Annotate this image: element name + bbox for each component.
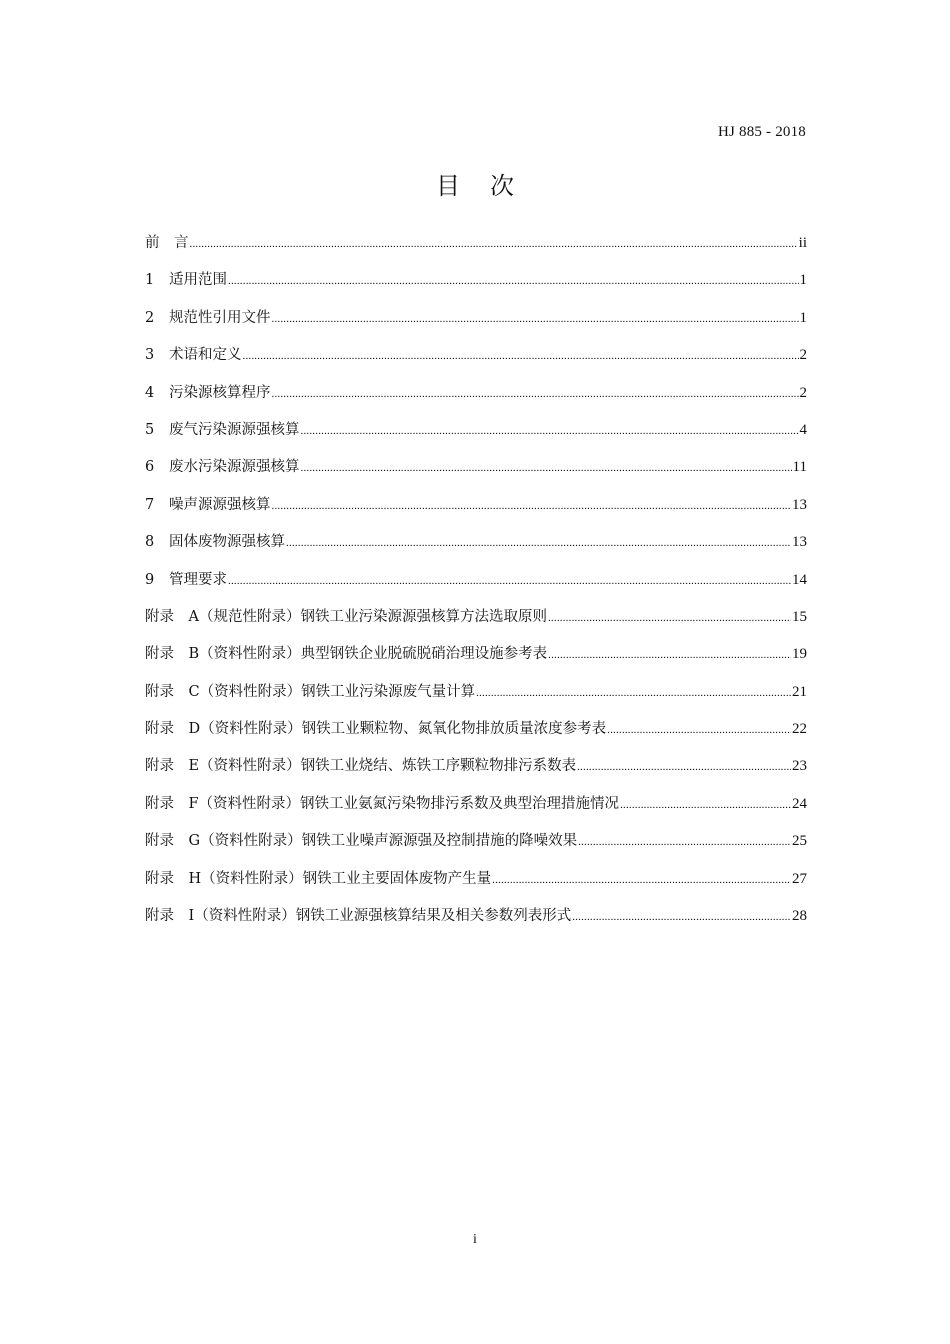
- toc-entry-8[interactable]: [145, 530, 807, 567]
- table-of-contents: [145, 231, 807, 941]
- toc-entry-page: 28: [792, 908, 807, 925]
- toc-entry-page: 2: [799, 347, 807, 364]
- toc-entry-title: 附录 I（资料性附录）钢铁工业源强核算结果及相关参数列表形式: [145, 908, 572, 925]
- toc-entry-title: 附录 F（资料性附录）钢铁工业氨氮污染物排污系数及典型治理措施情况: [145, 795, 620, 812]
- dot-leader: [476, 681, 791, 705]
- dot-leader: [286, 531, 791, 555]
- toc-entry-appendix-i[interactable]: [145, 904, 807, 941]
- toc-entry-page: 2: [799, 384, 807, 401]
- toc-entry-number: 4: [145, 384, 155, 401]
- document-code: HJ 885 - 2018: [717, 124, 806, 140]
- dot-leader: [572, 905, 791, 929]
- dot-leader: [578, 830, 791, 854]
- page-title: 目次: [436, 172, 544, 200]
- toc-entry-title: 附录 E（资料性附录）钢铁工业烧结、炼铁工序颗粒物排污系数表: [145, 758, 577, 775]
- toc-entry-title: 噪声源源强核算: [169, 496, 271, 513]
- toc-entry-title: 规范性引用文件: [169, 309, 271, 326]
- toc-entry-page: 1: [799, 272, 807, 289]
- toc-entry-9[interactable]: [145, 568, 807, 605]
- toc-entry-page: 1: [799, 309, 807, 326]
- dot-leader: [548, 643, 791, 667]
- toc-entry-appendix-b[interactable]: [145, 642, 807, 679]
- toc-entry-title: 适用范围: [169, 272, 227, 289]
- dot-leader: [243, 344, 799, 368]
- toc-entry-title: 污染源核算程序: [169, 384, 271, 401]
- dot-leader: [607, 718, 791, 742]
- toc-entry-title: 附录 A（规范性附录）钢铁工业污染源源强核算方法选取原则: [145, 608, 547, 625]
- toc-entry-4[interactable]: [145, 381, 807, 418]
- toc-entry-appendix-a[interactable]: [145, 605, 807, 642]
- toc-entry-title: 废水污染源源强核算: [169, 459, 300, 476]
- toc-entry-page: 23: [792, 758, 807, 775]
- toc-entry-number: 9: [145, 571, 155, 588]
- dot-leader: [548, 606, 791, 630]
- dot-leader: [228, 569, 791, 593]
- toc-entry-title: 附录 C（资料性附录）钢铁工业污染源废气量计算: [145, 683, 476, 700]
- toc-entry-title: 固体废物源强核算: [169, 534, 285, 551]
- toc-entry-number: 8: [145, 534, 155, 551]
- toc-entry-appendix-c[interactable]: [145, 680, 807, 717]
- dot-leader: [301, 456, 792, 480]
- toc-entry-title: 附录 D（资料性附录）钢铁工业颗粒物、氮氧化物排放质量浓度参考表: [145, 721, 607, 738]
- toc-entry-foreword[interactable]: [145, 231, 807, 268]
- dot-leader: [301, 419, 799, 443]
- toc-entry-page: 25: [792, 833, 807, 850]
- toc-entry-title: 废气污染源源强核算: [169, 421, 300, 438]
- toc-entry-page: 14: [792, 571, 807, 588]
- toc-entry-number: 1: [145, 272, 155, 289]
- dot-leader: [228, 269, 799, 293]
- toc-entry-number: 3: [145, 347, 155, 364]
- toc-entry-page: 19: [792, 646, 807, 663]
- toc-entry-title: 管理要求: [169, 571, 227, 588]
- toc-entry-number: 2: [145, 309, 155, 326]
- toc-entry-1[interactable]: [145, 268, 807, 305]
- toc-entry-3[interactable]: [145, 343, 807, 380]
- dot-leader: [272, 382, 799, 406]
- toc-entry-page: 11: [792, 459, 807, 476]
- toc-entry-number: 7: [145, 496, 155, 513]
- toc-entry-5[interactable]: [145, 418, 807, 455]
- toc-entry-appendix-g[interactable]: [145, 829, 807, 866]
- toc-entry-page: 13: [792, 534, 807, 551]
- toc-entry-number: 6: [145, 459, 155, 476]
- toc-entry-page: 15: [792, 608, 807, 625]
- toc-entry-page: 13: [792, 496, 807, 513]
- toc-entry-title: 附录 H（资料性附录）钢铁工业主要固体废物产生量: [145, 870, 492, 887]
- toc-entry-title: 术语和定义: [169, 347, 242, 364]
- toc-entry-7[interactable]: [145, 493, 807, 530]
- toc-entry-2[interactable]: [145, 306, 807, 343]
- dot-leader: [190, 232, 798, 256]
- dot-leader: [272, 494, 792, 518]
- toc-entry-appendix-h[interactable]: [145, 867, 807, 904]
- toc-entry-title: 附录 G（资料性附录）钢铁工业噪声源源强及控制措施的降噪效果: [145, 833, 578, 850]
- toc-entry-number: 5: [145, 421, 155, 438]
- toc-entry-page: 21: [792, 683, 807, 700]
- toc-entry-page: 24: [792, 795, 807, 812]
- toc-entry-title: 附录 B（资料性附录）典型钢铁企业脱硫脱硝治理设施参考表: [145, 646, 548, 663]
- toc-entry-appendix-d[interactable]: [145, 717, 807, 754]
- toc-entry-6[interactable]: [145, 455, 807, 492]
- toc-entry-appendix-e[interactable]: [145, 754, 807, 791]
- dot-leader: [620, 793, 791, 817]
- page-number: i: [473, 1232, 477, 1247]
- toc-entry-page: ii: [798, 235, 807, 251]
- dot-leader: [272, 307, 799, 331]
- dot-leader: [492, 868, 791, 892]
- toc-entry-page: 27: [792, 870, 807, 887]
- toc-entry-title: 前 言: [145, 235, 189, 251]
- toc-entry-page: 4: [799, 421, 807, 438]
- toc-entry-appendix-f[interactable]: [145, 792, 807, 829]
- toc-entry-page: 22: [792, 721, 807, 738]
- dot-leader: [577, 755, 791, 779]
